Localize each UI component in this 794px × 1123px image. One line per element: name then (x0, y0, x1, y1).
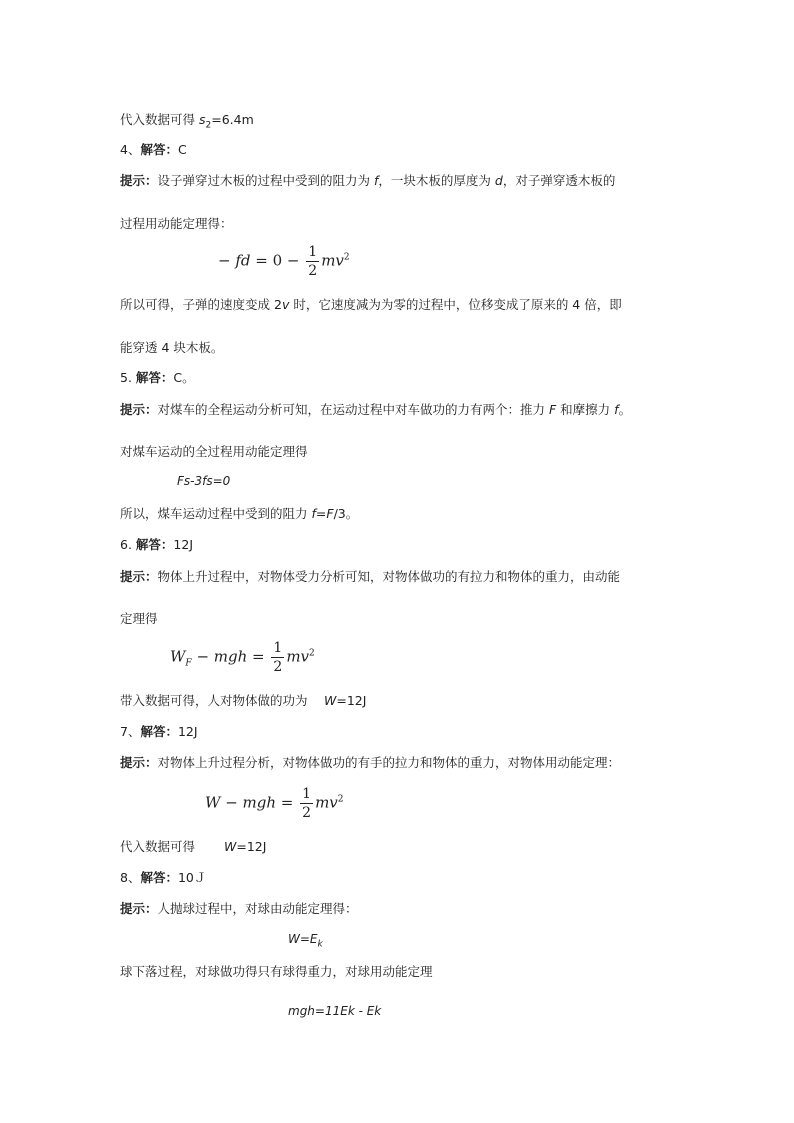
text-run: 定理得 (120, 611, 158, 626)
hint-line (120, 569, 620, 585)
text-run: 时，它速度减为为零的过程中，位移变成了原来的 4 倍，即 (289, 297, 622, 312)
variable-text: f (614, 402, 619, 417)
text-run: 对物体上升过程分析，对物体做功的有手的拉力和物体的重力，对物体用动能定理： (157, 755, 621, 770)
variable-text: d (494, 173, 503, 188)
text-run: C。 (173, 370, 195, 385)
formula-lift-work: $W_F$ − mgh = $\frac{1}{2}$ $mv^2$ (170, 640, 315, 675)
text-run: 所以可得，子弹的速度变成 2 (120, 297, 282, 312)
bold-label: 解答： (140, 870, 178, 885)
answer-heading-6 (120, 537, 193, 553)
text-run: 10Ｊ (177, 870, 207, 885)
text-run: =12J (336, 693, 367, 708)
text-run: 。 (618, 402, 632, 417)
text-run: 2 (205, 120, 212, 131)
text-run: 能穿透 4 块木板。 (120, 340, 224, 355)
hint-line (120, 755, 620, 771)
text-line (120, 340, 223, 356)
text-line (120, 693, 366, 709)
bold-label: 解答： (135, 537, 174, 552)
text-run: 对煤车运动的全过程用动能定理得 (120, 444, 308, 459)
formula-throw-ball: $W=E_k$ (288, 932, 323, 950)
bold-label: 解答： (135, 370, 174, 385)
answer-heading-4 (120, 142, 187, 158)
text-line (120, 297, 622, 313)
bold-label: 提示： (120, 901, 158, 916)
text-run: 物体上升过程中，对物体受力分析可知，对物体做功的有拉力和物体的重力，由动能 (157, 569, 621, 584)
text-line (120, 506, 358, 522)
bold-label: 解答： (140, 142, 178, 157)
answer-heading-7 (120, 724, 198, 740)
text-run: 所以，煤车运动过程中受到的阻力 (120, 506, 312, 521)
answer-heading-5 (120, 370, 195, 386)
text-run: 带入数据可得，人对物体做的功为 (120, 693, 324, 708)
text-run: /3。 (333, 506, 359, 521)
text-line (120, 216, 233, 232)
bold-label: 提示： (120, 755, 158, 770)
variable-text: f (374, 173, 379, 188)
text-run: ，一块木板的厚度为 (378, 173, 495, 188)
text-run: 代入数据可得 (120, 112, 199, 127)
variable-text: F (549, 402, 557, 417)
text-line (120, 964, 433, 980)
text-run: 球下落过程，对球做功得只有球得重力，对球用动能定理 (120, 964, 433, 979)
formula-coal-cart: Fs-3fs=0 (177, 474, 231, 488)
formula-ball-fall: mgh=11Ek - Ek (288, 1004, 382, 1018)
text-line (120, 839, 266, 855)
bold-label: 提示： (120, 402, 158, 417)
bold-label: 解答： (140, 724, 178, 739)
text-run: 12J (173, 537, 194, 552)
text-line (120, 611, 158, 627)
text-run: 设子弹穿过木板的过程中受到的阻力为 (157, 173, 374, 188)
text-run: 对煤车的全程运动分析可知，在运动过程中对车做功的力有两个：推力 (157, 402, 549, 417)
answer-heading-8 (120, 870, 206, 886)
text-run: 过程用动能定理得： (120, 216, 233, 231)
text-run: 8、 (120, 870, 141, 885)
text-run: =6.4m (211, 112, 254, 127)
text-run: 代入数据可得 (120, 839, 224, 854)
text-run: 和摩擦力 (556, 402, 615, 417)
text-run: ，对子弹穿透木板的 (502, 173, 616, 188)
text-line (120, 112, 254, 134)
text-run: 12J (177, 724, 198, 739)
variable-text: f=F (311, 506, 334, 521)
variable-text: s (198, 112, 206, 127)
text-run: 人抛球过程中，对球由动能定理得： (157, 901, 358, 916)
text-run: 4、 (120, 142, 141, 157)
text-run: C (177, 142, 187, 157)
formula-work-energy-bullet: − fd = 0 − $\frac{1}{2}$ $mv^2$ (218, 244, 350, 279)
bold-label: 提示： (120, 569, 158, 584)
hint-line (120, 901, 358, 917)
bold-label: 提示： (120, 173, 158, 188)
hint-line (120, 402, 631, 418)
variable-text: v (281, 297, 290, 312)
hint-line (120, 173, 615, 189)
variable-text: W (323, 693, 337, 708)
variable-text: W (223, 839, 237, 854)
text-run: 7、 (120, 724, 141, 739)
text-run: =12J (236, 839, 267, 854)
formula-hand-work: W − mgh = $\frac{1}{2}$ $mv^2$ (205, 786, 344, 821)
text-run: 6. (120, 537, 136, 552)
text-line (120, 444, 308, 460)
text-run: 5. (120, 370, 136, 385)
